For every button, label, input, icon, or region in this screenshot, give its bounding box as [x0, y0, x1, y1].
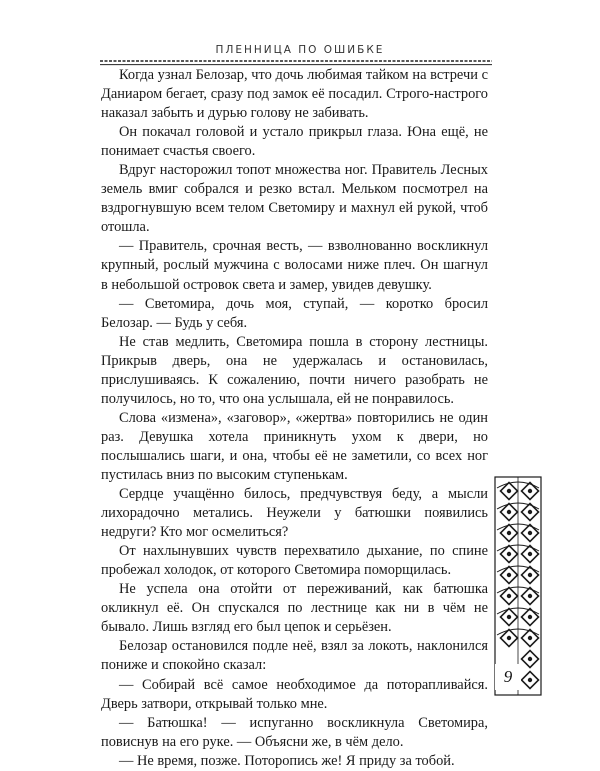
paragraph: Слова «измена», «заговор», «жертва» повторились не один раз. Девушка хотела приникнуть ухом к двери, но послышались шаги, и она, чтобы её не заметили, со всех ног пустилась вниз по высоким ступенькам. [101, 409, 488, 483]
paragraph: Когда узнал Белозар, что дочь любимая тайком на встречи с Даниаром бегает, сразу под замок её посадил. Строго-настрого наказал забыть и дурью голову не забивать. [101, 67, 488, 122]
paragraph: Не став медлить, Светомира пошла в сторону лестницы. Прикрыв дверь, она не удержалась и остановилась, прислушиваясь. К сожалению, почти ничего разобрать не получилось, но то, что она услышала, ей не понравилось. [101, 333, 488, 407]
paragraph: Белозар остановился подле неё, взял за локоть, наклонился пониже и спокойно сказал: [101, 638, 488, 674]
paragraph: Вдруг насторожил топот множества ног. Правитель Лесных земель вмиг собрался и резко встал. Мельком посмотрел на вздрогнувшую всем телом Светомиру и махнул ей рукой, чтоб отошла. [101, 162, 488, 236]
paragraph: От нахлынувших чувств перехватило дыхание, по спине пробежал холодок, от которого Светомира поморщилась. [101, 543, 488, 579]
paragraph: — Не время, позже. Поторопись же! Я приду за тобой. [119, 752, 455, 769]
paragraph: Он покачал головой и устало прикрыл глаза. Юна ещё, не понимает счастья своего. [101, 124, 488, 160]
paragraph: — Правитель, срочная весть, — взволнованно воскликнул крупный, рослый мужчина с волосами ниже плеч. Он шагнул в небольшой островок света и замер, увидев девушку. [101, 238, 488, 293]
paragraph: — Светомира, дочь моя, ступай, — коротко бросил Белозар. — Будь у себя. [101, 295, 488, 331]
paragraph: — Батюшка! — испуганно воскликнула Светомира, повиснув на его руке. — Объясни же, в чём дело. [101, 714, 488, 750]
running-head-title: ПЛЕННИЦА ПО ОШИБКЕ [215, 44, 385, 56]
body-text [101, 66, 488, 771]
paragraph: Не успела она отойти от переживаний, как батюшка окликнул её. Он спускался по лестнице как ни в чём не бывало. Лишь взгляд его был цепок и серьёзен. [101, 581, 488, 636]
paragraph: — Собирай всё самое необходимое да поторапливайся. Дверь затвори, открывай только мне. [101, 676, 488, 712]
page-number: 9 [495, 664, 521, 690]
celtic-knot-ornament-icon [494, 476, 542, 696]
paragraph: Сердце учащённо билось, предчувствуя беду, а мысли лихорадочно метались. Неужели у батюшки появились недруги? Кто мог осмелиться? [101, 486, 488, 541]
